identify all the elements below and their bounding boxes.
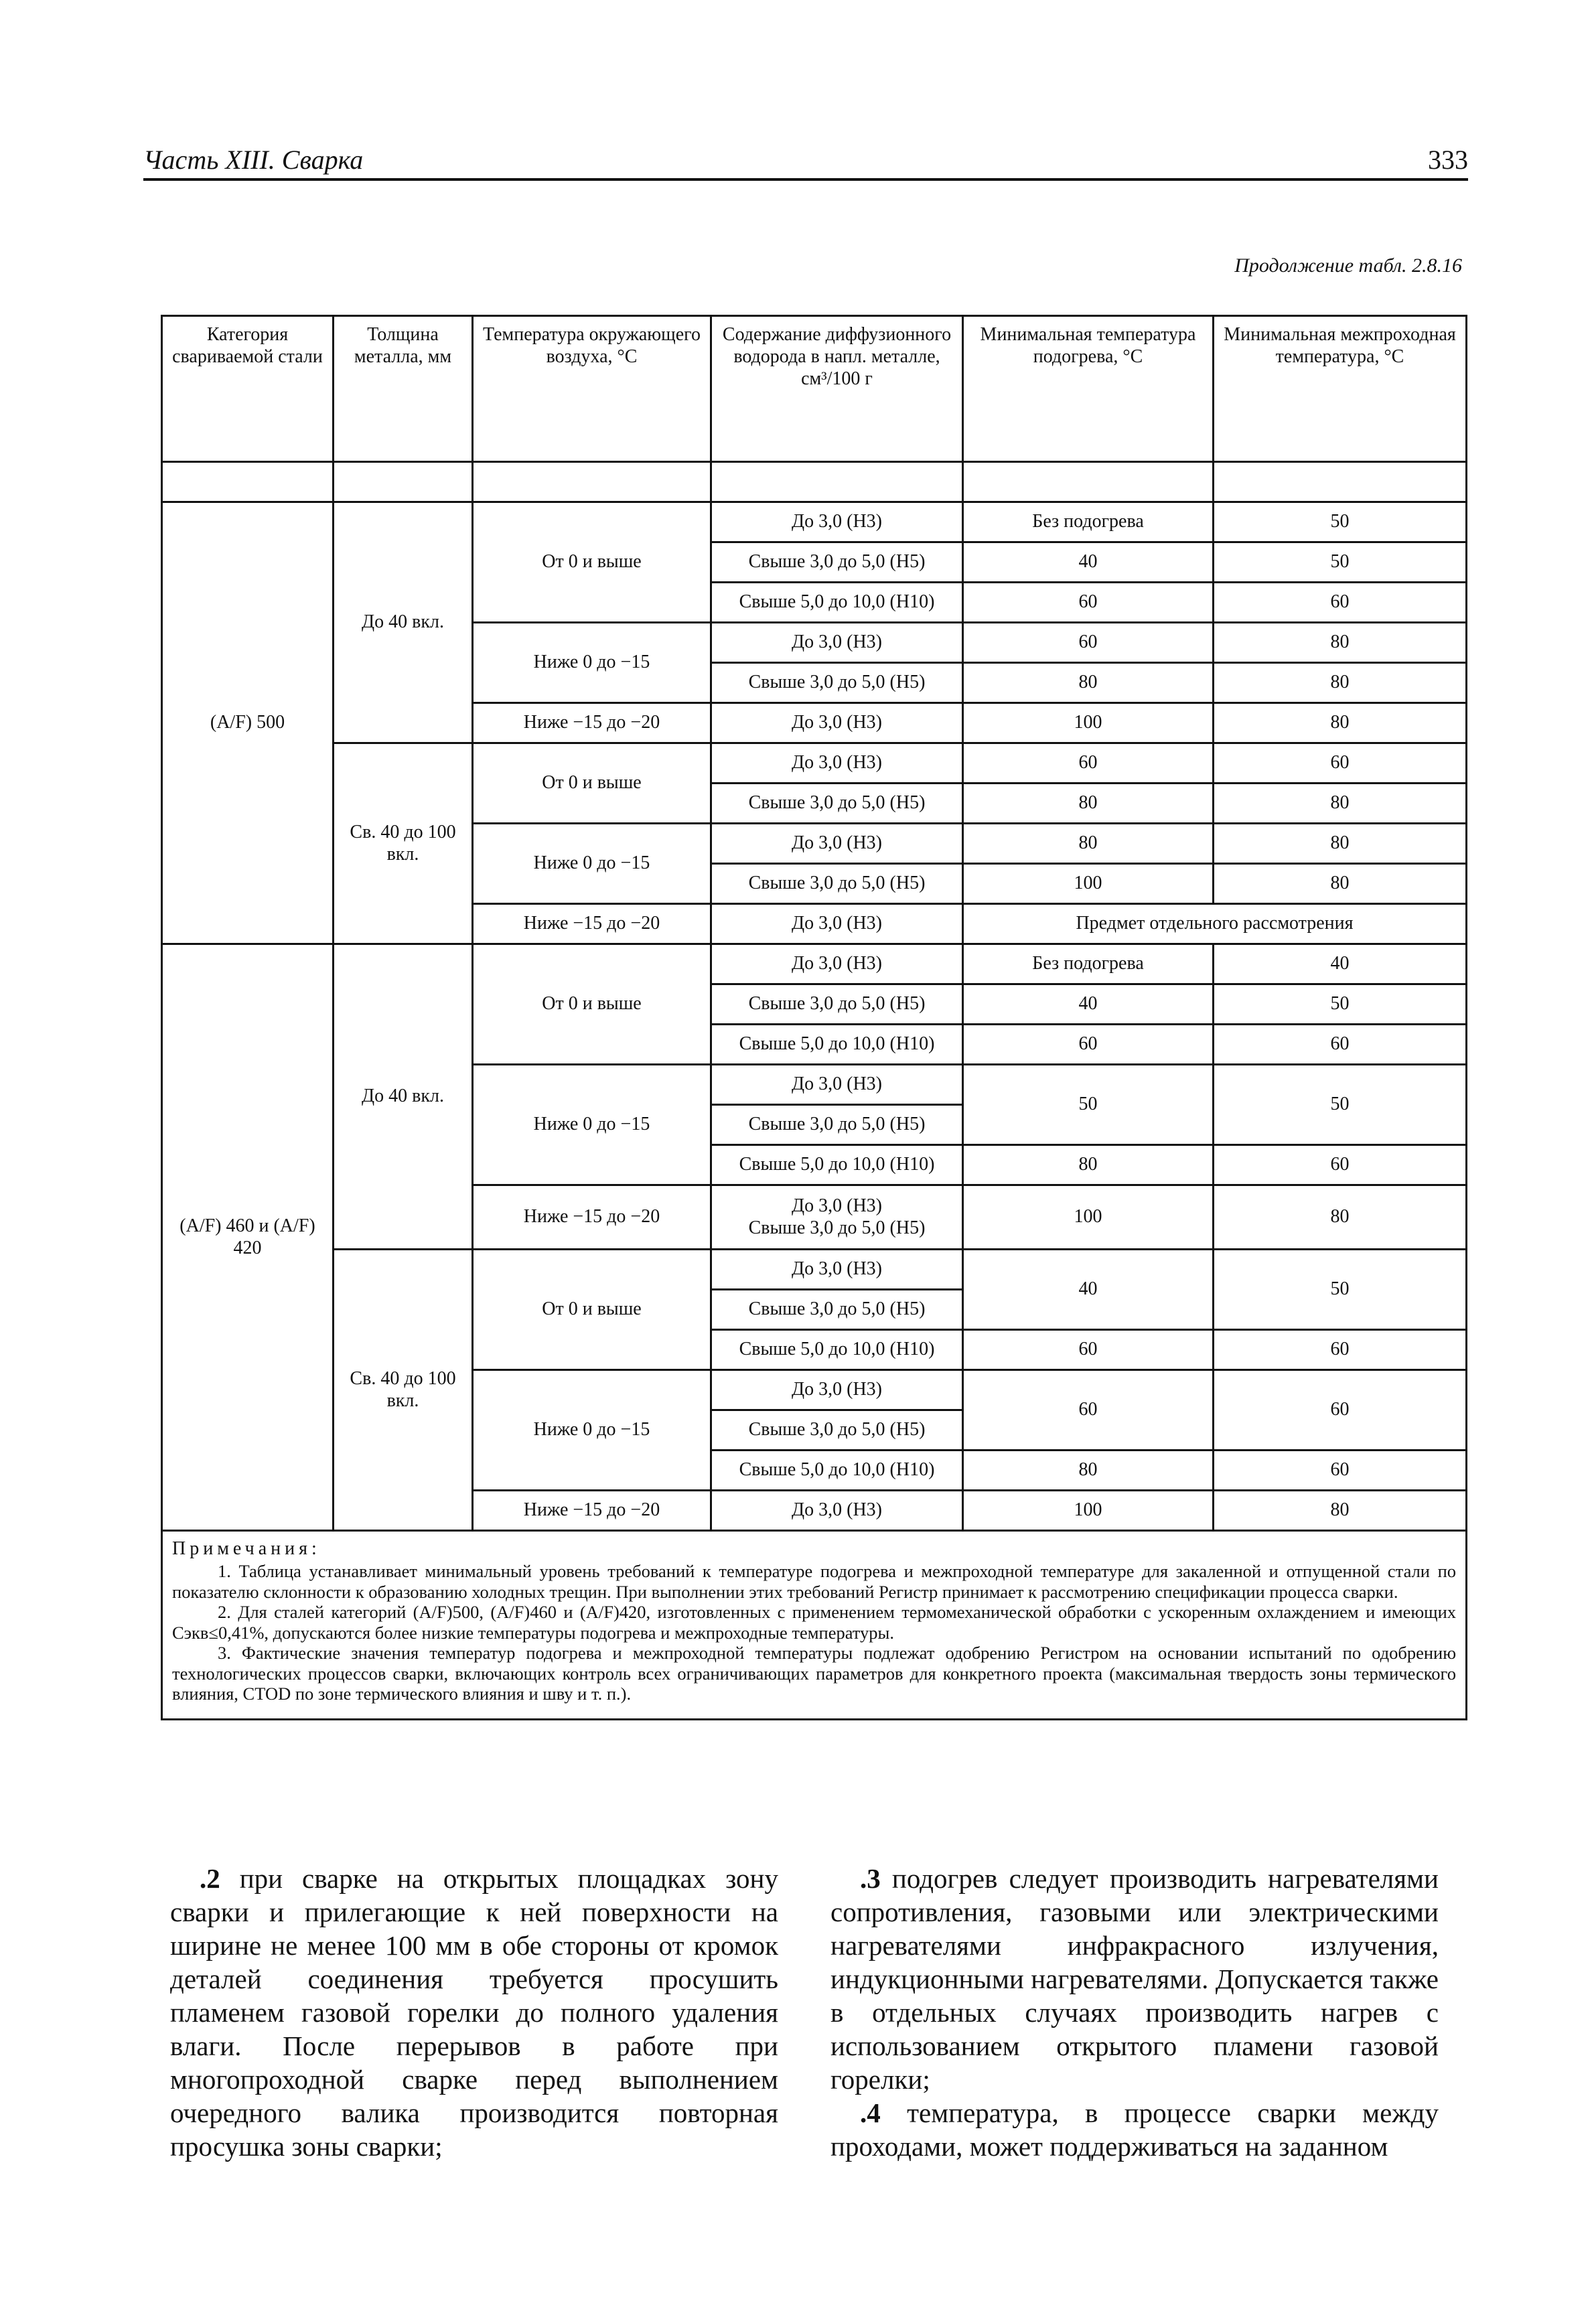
interpass-cell: 60: [1214, 583, 1467, 623]
preheat-cell: 60: [963, 1025, 1214, 1065]
preheat-cell: Без подогрева: [963, 944, 1214, 984]
hydrogen-cell: Свыше 3,0 до 5,0 (H5): [711, 1290, 963, 1330]
hydrogen-cell: До 3,0 (H3): [711, 703, 963, 743]
hydrogen-cell: Свыше 3,0 до 5,0 (H5): [711, 663, 963, 703]
preheat-table: [161, 315, 1467, 1720]
hydrogen-cell: До 3,0 (H3): [711, 502, 963, 542]
hydrogen-line: Свыше 3,0 до 5,0 (H5): [748, 1217, 926, 1238]
preheat-cell: 80: [963, 784, 1214, 824]
col-header-interpass: Минимальная межпроходная температура, °C: [1214, 316, 1467, 462]
hydrogen-cell: Свыше 5,0 до 10,0 (H10): [711, 1025, 963, 1065]
preheat-cell: 80: [963, 1451, 1214, 1491]
hydrogen-cell: Свыше 3,0 до 5,0 (H5): [711, 984, 963, 1025]
body-column-right: [830, 1862, 1439, 2163]
interpass-cell: 50: [1214, 502, 1467, 542]
ambient-cell: Ниже −15 до −20: [473, 703, 711, 743]
hydrogen-cell: Свыше 5,0 до 10,0 (H10): [711, 1145, 963, 1185]
hydrogen-cell: До 3,0 (H3): [711, 1491, 963, 1531]
interpass-cell: 80: [1214, 1491, 1467, 1531]
preheat-cell: Без подогрева: [963, 502, 1214, 542]
preheat-cell: 60: [963, 623, 1214, 663]
preheat-cell: 100: [963, 703, 1214, 743]
preheat-cell: 40: [963, 984, 1214, 1025]
ambient-cell: Ниже −15 до −20: [473, 1185, 711, 1250]
hydrogen-cell: [711, 1185, 963, 1250]
ambient-cell: От 0 и выше: [473, 944, 711, 1065]
hydrogen-cell: Свыше 5,0 до 10,0 (H10): [711, 583, 963, 623]
body-paragraph: [170, 1862, 778, 2163]
interpass-cell: 80: [1214, 824, 1467, 864]
ambient-cell: Ниже 0 до −15: [473, 623, 711, 703]
preheat-cell: 60: [963, 583, 1214, 623]
thickness-cell: Св. 40 до 100 вкл.: [334, 1250, 473, 1531]
interpass-cell: 60: [1214, 743, 1467, 784]
preheat-cell: 50: [963, 1065, 1214, 1145]
preheat-cell: 60: [963, 743, 1214, 784]
ambient-cell: Ниже 0 до −15: [473, 1370, 711, 1491]
preheat-cell: 100: [963, 864, 1214, 904]
hydrogen-cell: Свыше 5,0 до 10,0 (H10): [711, 1330, 963, 1370]
preheat-cell: 40: [963, 542, 1214, 583]
body-paragraph: [830, 2096, 1439, 2163]
hydrogen-cell: Свыше 3,0 до 5,0 (H5): [711, 1105, 963, 1145]
item-number: .4: [860, 2097, 881, 2128]
interpass-cell: 60: [1214, 1370, 1467, 1451]
preheat-cell: 100: [963, 1491, 1214, 1531]
paragraph-text: при сварке на открытых площадках зону сварки и прилегающие к ней поверхности на ширине не менее 100 мм в обе стороны от кромок деталей соединения требуется просушить пламенем газовой горелки до полного удаления влаги. После перерывов в работе при многопроходной сварке перед выполнением очередного валика производится повторная просушка зоны сварки;: [170, 1863, 778, 2162]
preheat-cell: 60: [963, 1330, 1214, 1370]
col-header-hydrogen: Содержание диффузионного водорода в напл. металле, см³/100 г: [711, 316, 963, 462]
table-continuation-label: Продолжение табл. 2.8.16: [1234, 254, 1462, 277]
hydrogen-cell: До 3,0 (H3): [711, 623, 963, 663]
interpass-cell: 80: [1214, 864, 1467, 904]
col-header-preheat: Минимальная температура подогрева, °C: [963, 316, 1214, 462]
hydrogen-cell: До 3,0 (H3): [711, 904, 963, 944]
hydrogen-cell: Свыше 5,0 до 10,0 (H10): [711, 1451, 963, 1491]
hydrogen-cell: До 3,0 (H3): [711, 743, 963, 784]
interpass-cell: 50: [1214, 1065, 1467, 1145]
interpass-cell: 80: [1214, 623, 1467, 663]
hydrogen-cell: До 3,0 (H3): [711, 1250, 963, 1290]
paragraph-text: температура, в процессе сварки между проходами, может поддерживаться на заданном: [830, 2097, 1439, 2162]
ambient-cell: Ниже 0 до −15: [473, 824, 711, 904]
body-column-left: [170, 1862, 778, 2163]
interpass-cell: 80: [1214, 1185, 1467, 1250]
interpass-cell: 50: [1214, 1250, 1467, 1330]
hydrogen-cell: До 3,0 (H3): [711, 1370, 963, 1410]
interpass-cell: 80: [1214, 784, 1467, 824]
note-item: 1. Таблица устанавливает минимальный уровень требований к температуре подогрева и межпроходной температуре для закаленной и отпущенной стали по показателю склонности к образованию холодных трещин. При выполнении этих требований Регистр принимает к рассмотрению спецификации процесса сварки.: [172, 1561, 1456, 1602]
ambient-cell: Ниже 0 до −15: [473, 1065, 711, 1185]
thickness-cell: До 40 вкл.: [334, 944, 473, 1250]
paragraph-text: подогрев следует производить нагревателями сопротивления, газовыми или электрическими нагревателями инфракрасного излучения, индукционными нагревателями. Допускается также в отдельных случаях производить нагрев с использованием открытого пламени газовой горелки;: [830, 1863, 1439, 2095]
running-header: [143, 141, 1468, 181]
hydrogen-cell: До 3,0 (H3): [711, 1065, 963, 1105]
preheat-cell: 100: [963, 1185, 1214, 1250]
hydrogen-cell: Свыше 3,0 до 5,0 (H5): [711, 784, 963, 824]
hydrogen-cell: Свыше 3,0 до 5,0 (H5): [711, 542, 963, 583]
col-header-category: Категория свариваемой стали: [162, 316, 334, 462]
notes-heading: Примечания:: [172, 1538, 321, 1559]
interpass-cell: 50: [1214, 984, 1467, 1025]
preheat-cell: 60: [963, 1370, 1214, 1451]
hydrogen-cell: До 3,0 (H3): [711, 824, 963, 864]
note-item: 2. Для сталей категорий (A/F)500, (A/F)460 и (A/F)420, изготовленных с применением термомеханической обработки с ускоренным охлаждением и имеющих Cэкв≤0,41%, допускаются более низкие температуры подогрева и межпроходные температуры.: [172, 1602, 1456, 1643]
interpass-cell: 60: [1214, 1025, 1467, 1065]
ambient-cell: От 0 и выше: [473, 502, 711, 623]
ambient-cell: Ниже −15 до −20: [473, 1491, 711, 1531]
interpass-cell: 50: [1214, 542, 1467, 583]
ambient-cell: От 0 и выше: [473, 743, 711, 824]
item-number: .2: [200, 1863, 220, 1894]
interpass-cell: 40: [1214, 944, 1467, 984]
running-header-title: Часть XIII. Сварка: [143, 145, 364, 175]
ambient-cell: От 0 и выше: [473, 1250, 711, 1370]
table-notes: [162, 1531, 1467, 1720]
category-cell: (A/F) 500: [162, 502, 334, 944]
preheat-cell: 80: [963, 824, 1214, 864]
col-header-thickness: Толщина металла, мм: [334, 316, 473, 462]
category-cell: (A/F) 460 и (A/F) 420: [162, 944, 334, 1531]
interpass-cell: 60: [1214, 1330, 1467, 1370]
hydrogen-cell: До 3,0 (H3): [711, 944, 963, 984]
interpass-cell: 80: [1214, 663, 1467, 703]
note-item: 3. Фактические значения температур подогрева и межпроходной температуры подлежат одобрению Регистром на основании испытаний по одобрению технологических процессов сварки, включающих контроль всех ограничивающих параметров для конкретного проекта (максимальная твердость зоны термического влияния, CTOD по зоне термического влияния и шву и т. п.).: [172, 1643, 1456, 1704]
thickness-cell: Св. 40 до 100 вкл.: [334, 743, 473, 944]
separate-consideration-cell: Предмет отдельного рассмотрения: [963, 904, 1467, 944]
preheat-cell: 80: [963, 1145, 1214, 1185]
interpass-cell: 60: [1214, 1451, 1467, 1491]
ambient-cell: Ниже −15 до −20: [473, 904, 711, 944]
hydrogen-cell: Свыше 3,0 до 5,0 (H5): [711, 864, 963, 904]
interpass-cell: 60: [1214, 1145, 1467, 1185]
interpass-cell: 80: [1214, 703, 1467, 743]
hydrogen-line: До 3,0 (H3): [792, 1195, 882, 1217]
page-number: 333: [1428, 145, 1468, 175]
col-header-ambient: Температура окружающего воздуха, °C: [473, 316, 711, 462]
hydrogen-cell: Свыше 3,0 до 5,0 (H5): [711, 1410, 963, 1451]
preheat-cell: 40: [963, 1250, 1214, 1330]
thickness-cell: До 40 вкл.: [334, 502, 473, 743]
preheat-cell: 80: [963, 663, 1214, 703]
body-paragraph: [830, 1862, 1439, 2096]
item-number: .3: [860, 1863, 881, 1894]
